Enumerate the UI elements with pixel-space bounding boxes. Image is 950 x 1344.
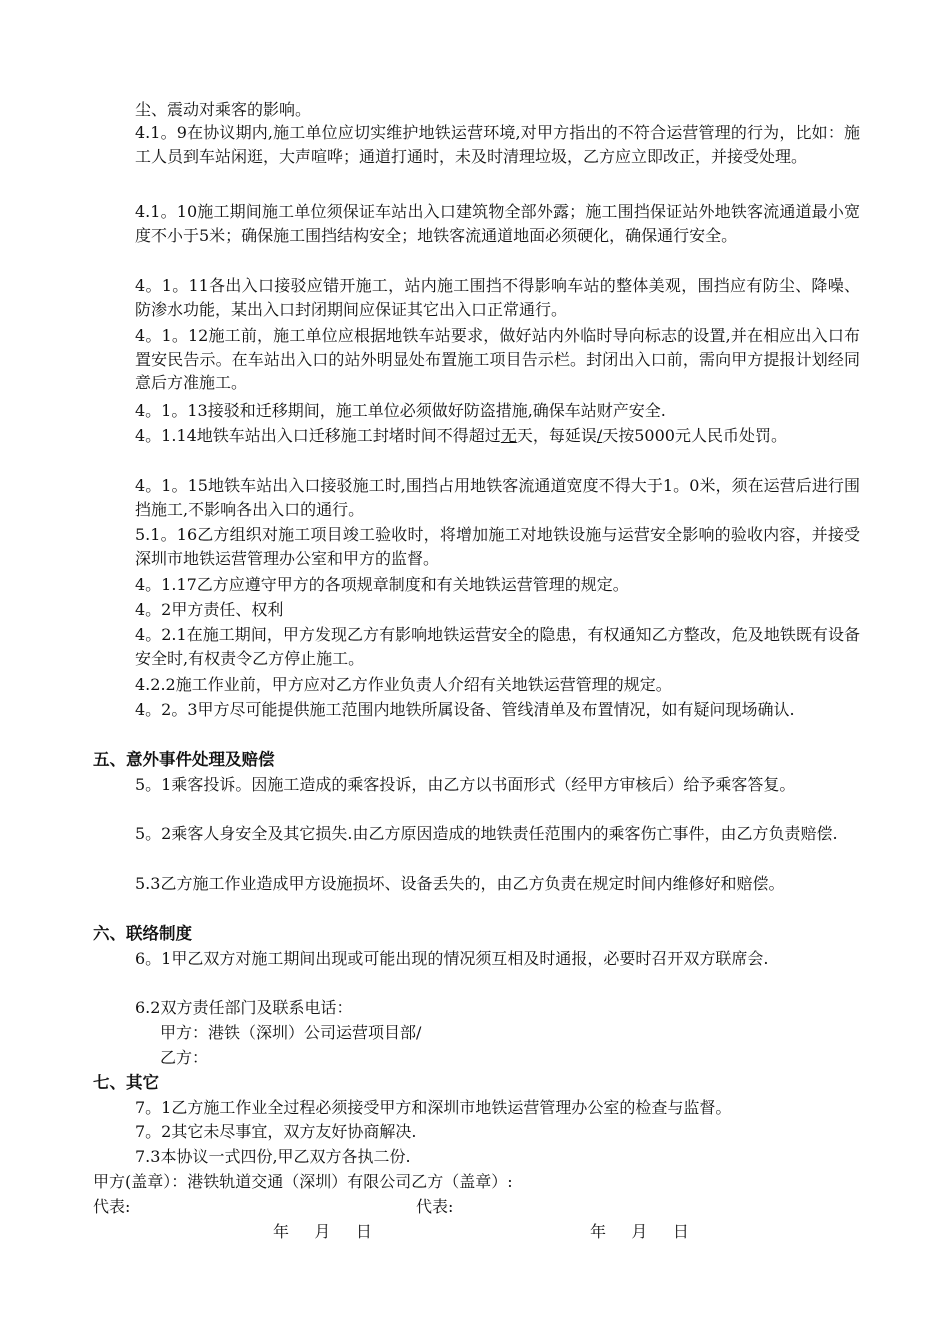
section-heading-5: 五、意外事件处理及赔偿 (93, 750, 275, 769)
paragraph: 尘、震动对乘客的影响。 (135, 100, 312, 119)
clause-6-1: 6。1甲乙双方对施工期间出现或可能出现的情况须互相及时通报，必要时召开双方联席会. (135, 949, 769, 968)
clause-4-1-15: 4。1。15地铁车站出入口接驳施工时,围挡占用地铁客流通道宽度不得大于1。0米，须在运营后进行围挡施工,不影响各出入口的通行。 (135, 476, 860, 519)
clause-4-1-17: 4。1.17乙方应遵守甲方的各项规章制度和有关地铁运营管理的规定。 (135, 575, 629, 594)
clause-4-2-2: 4.2.2施工作业前，甲方应对乙方作业负责人介绍有关地铁运营管理的规定。 (135, 675, 672, 694)
clause-4-1-12: 4。1。12施工前，施工单位应根据地铁车站要求，做好站内外临时导向标志的设置,并在相应出入口布置安民告示。在车站出入口的站外明显处布置施工项目告示栏。封闭出入口前，需向甲方提报计划经同意后方准施工。 (135, 326, 860, 392)
clause-4-1-11: 4。1。11各出入口接驳应错开施工，站内施工围挡不得影响车站的整体美观，围挡应有防尘、降噪、防渗水功能，某出入口封闭期间应保证其它出入口正常通行。 (135, 276, 860, 319)
clause-text: 4。1.14地铁车站出入口迁移施工封堵时间不得超过 (135, 426, 501, 445)
clause-4-2-1: 4。2.1在施工期间，甲方发现乙方有影响地铁运营安全的隐患，有权通知乙方整改，危及地铁既有设备安全时,有权责令乙方停止施工。 (135, 625, 860, 668)
section-heading-7: 七、其它 (93, 1073, 159, 1092)
clause-5-1-16: 5.1。16乙方组织对施工项目竣工验收时，将增加施工对地铁设施与运营安全影响的验收内容，并接受深圳市地铁运营管理办公室和甲方的监督。 (135, 525, 860, 568)
section-heading-6: 六、联络制度 (93, 924, 192, 943)
clause-4-1-10: 4.1。10施工期间施工单位须保证车站出入口建筑物全部外露；施工围挡保证站外地铁客流通道最小宽度不小于5米；确保施工围挡结构安全；地铁客流通道地面必须硬化，确保通行安全。 (135, 202, 860, 245)
clause-5-1: 5。1乘客投诉。因施工造成的乘客投诉，由乙方以书面形式（经甲方审核后）给予乘客答复。 (135, 775, 796, 794)
date-left: 年 月 日 (273, 1222, 372, 1241)
clause-7-1: 7。1乙方施工作业全过程必须接受甲方和深圳市地铁运营管理办公室的检查与监督。 (135, 1098, 732, 1117)
clause-4-2-3: 4。2。3甲方尽可能提供施工范围内地铁所属设备、管线清单及布置情况，如有疑问现场确认. (135, 700, 795, 719)
representative-left: 代表: (93, 1197, 131, 1216)
underlined-days: 无 (500, 426, 517, 445)
clause-6-2: 6.2双方责任部门及联系电话： (135, 998, 353, 1017)
clause-5-2: 5。2乘客人身安全及其它损失.由乙方原因造成的地铁责任范围内的乘客伤亡事件，由乙方负责赔偿. (135, 824, 838, 843)
clause-4-2: 4。2甲方责任、权利 (135, 600, 284, 619)
contact-party-b: 乙方： (160, 1048, 209, 1067)
clause-4-1-9: 4.1。9在协议期内,施工单位应切实维护地铁运营环境,对甲方指出的不符合运营管理的行为，比如：施工人员到车站闲逛，大声喧哗；通道打通时，未及时清理垃圾，乙方应立即改正，并接受处理。 (135, 123, 860, 166)
underlined-slash: / (596, 426, 603, 445)
contact-party-a: 甲方：港铁（深圳）公司运营项目部/ (160, 1023, 422, 1042)
clause-7-2: 7。2其它未尽事宜，双方友好协商解决. (135, 1122, 417, 1141)
clause-5-3: 5.3乙方施工作业造成甲方设施损坏、设备丢失的，由乙方负责在规定时间内维修好和赔偿。 (135, 874, 785, 893)
date-right: 年 月 日 (590, 1222, 689, 1241)
clause-7-3: 7.3本协议一式四份,甲乙双方各执二份. (135, 1147, 411, 1166)
clause-text: 天按5000元人民币处罚。 (602, 426, 787, 445)
signature-parties: 甲方(盖章）：港铁轨道交通（深圳）有限公司乙方（盖章）: (93, 1172, 513, 1191)
representative-right: 代表: (416, 1197, 454, 1216)
clause-4-1-14 (135, 424, 860, 448)
clause-text: 天，每延误 (516, 426, 597, 445)
clause-4-1-13: 4。1。13接驳和迁移期间，施工单位必须做好防盗措施,确保车站财产安全. (135, 401, 666, 420)
